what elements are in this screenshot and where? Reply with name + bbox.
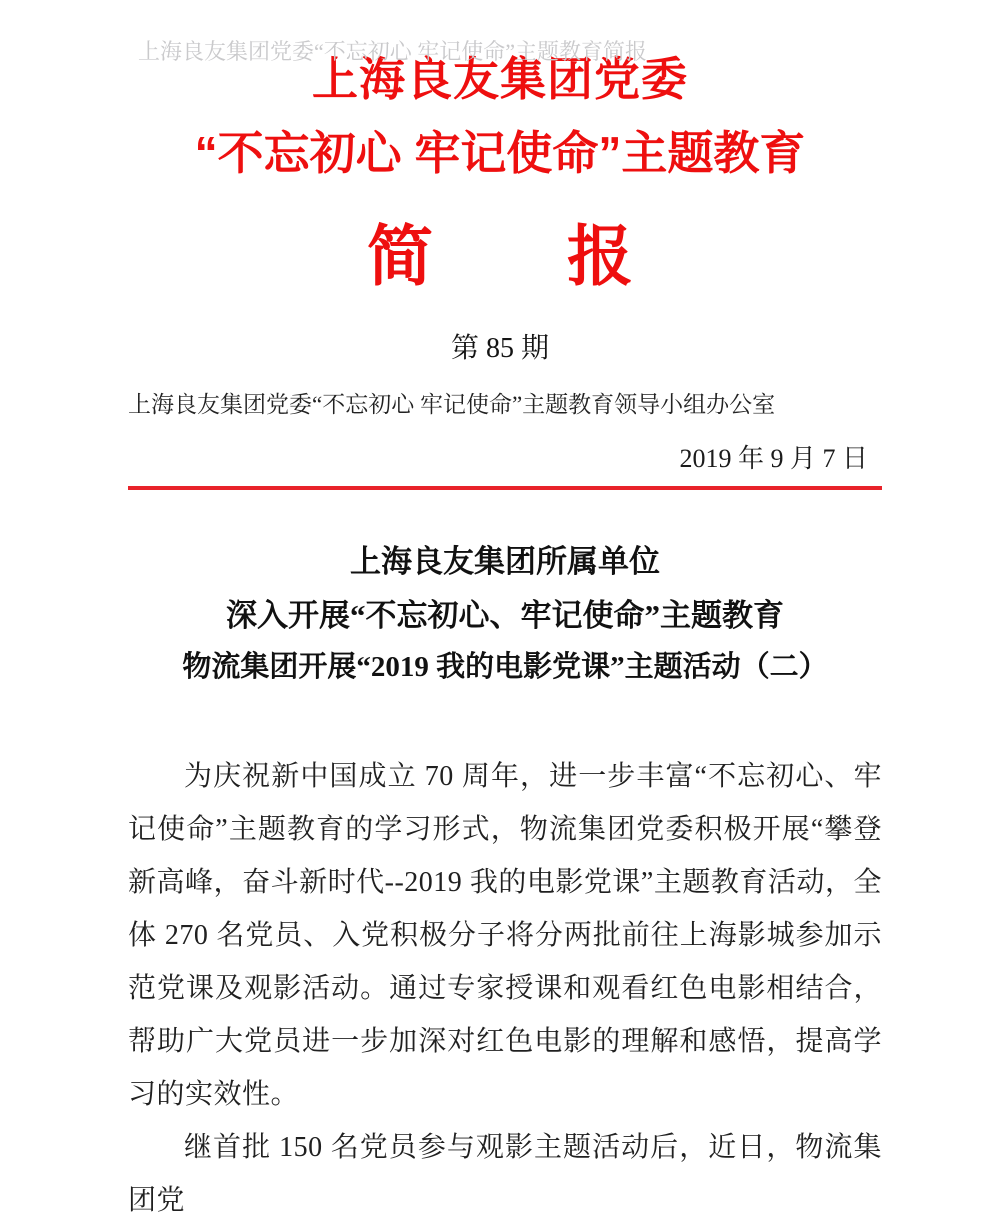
document-title-line1: 上海良友集团党委	[312, 53, 688, 105]
clipped-top-line-text: 上海良友集团党委“不忘初心 牢记使命”主题教育简报	[138, 39, 648, 64]
article-body	[128, 750, 882, 1227]
document-title-line2: “不忘初心 牢记使命”主题教育	[194, 127, 806, 179]
article-heading-line2: 深入开展“不忘初心、牢记使命”主题教育	[226, 598, 784, 633]
document-page	[0, 39, 1000, 1216]
article-paragraph: 继首批 150 名党员参与观影主题活动后，近日，物流集团党	[128, 1132, 882, 1216]
article-heading-line3: 物流集团开展“2019 我的电影党课”主题活动（二）	[182, 651, 828, 683]
issuing-office-line: 上海良友集团党委“不忘初心 牢记使命”主题教育领导小组办公室	[128, 392, 776, 417]
date-line: 2019 年 9 月 7 日	[679, 444, 868, 473]
clipped-top-line	[138, 39, 648, 66]
article-heading-line1: 上海良友集团所属单位	[350, 544, 660, 579]
document-content	[128, 392, 882, 1227]
red-divider-rule	[128, 486, 882, 490]
issue-number: 第 85 期	[450, 333, 549, 364]
brief-title: 简 报	[367, 221, 667, 294]
article-paragraph: 为庆祝新中国成立 70 周年，进一步丰富“不忘初心、牢记使命”主题教育的学习形式，物流集团党委积极开展“攀登新高峰，奋斗新时代--2019 我的电影党课”主题教育活动，全体 270 名党员、入党积极分子将分两批前往上海影城参加示范党课及观影活动。通过专家授课和观看红色电影相结合，帮助广大党员进一步加深对红色电影的理解和感悟，提高学习的实效性。	[128, 761, 882, 1110]
